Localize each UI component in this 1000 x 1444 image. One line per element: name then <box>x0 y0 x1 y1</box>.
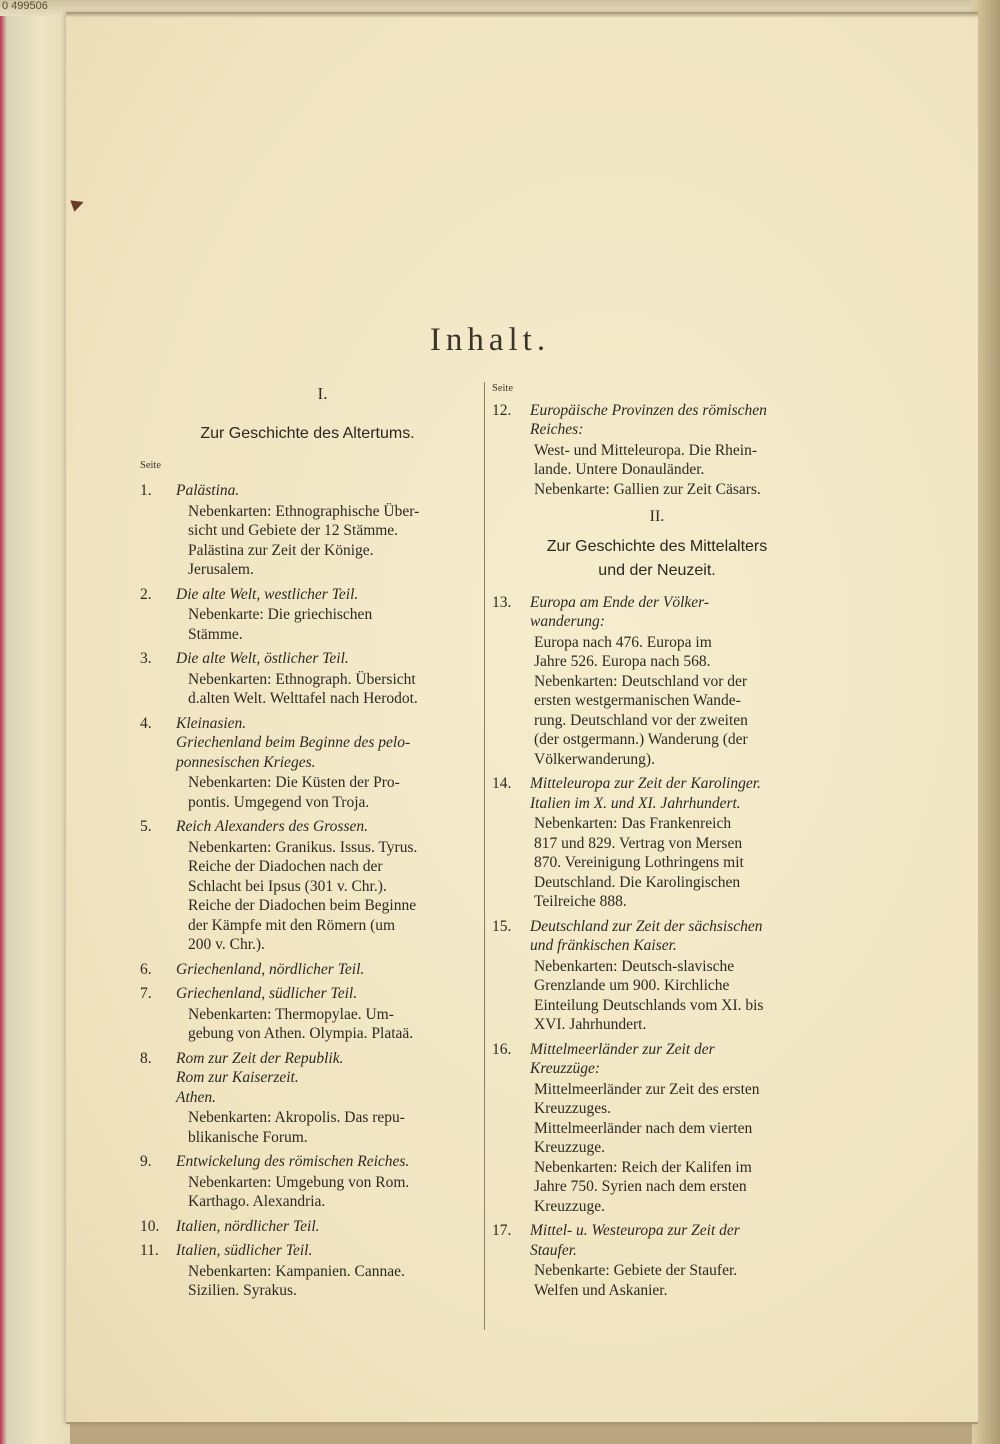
toc-entry-description <box>140 837 475 955</box>
toc-entry <box>140 984 475 1044</box>
description-line: Nebenkarte: Gebiete der Staufer. <box>534 1262 738 1279</box>
description-line: Europa nach 476. Europa im <box>534 633 712 651</box>
toc-entry-heading: Mitteleuropa zur Zeit der Karolinger. <box>530 775 761 792</box>
toc-entry-title <box>140 1152 475 1172</box>
toc-entry <box>492 917 822 1035</box>
toc-entry-heading: Mittel- u. Westeuropa zur Zeit der <box>530 1222 740 1239</box>
toc-entry <box>140 1152 475 1212</box>
description-line: Reiche der Diadochen nach der <box>188 858 383 875</box>
description-line: Schlacht bei Ipsus (301 v. Chr.). <box>188 877 387 895</box>
toc-entry-title <box>492 1221 822 1241</box>
description-line: Deutschland. Die Karolingischen <box>534 873 741 891</box>
description-line: Stämme. <box>188 625 243 643</box>
description-line: Mittelmeerländer nach dem vierten <box>534 1119 753 1137</box>
toc-entry-title <box>492 401 822 421</box>
toc-entry-title <box>140 649 475 669</box>
description-line: Sizilien. Syrakus. <box>188 1282 297 1299</box>
toc-entry <box>140 714 475 813</box>
toc-entry-number: 10. <box>140 1217 160 1235</box>
toc-entry-subtitle: Kreuzzüge: <box>530 1060 601 1077</box>
description-line: Jahre 750. Syrien nach dem ersten <box>534 1178 747 1195</box>
description-line: Nebenkarten: Deutschland vor der <box>534 672 748 690</box>
toc-entry-subtitle: Athen. <box>176 1088 217 1106</box>
toc-entry-number: 1. <box>140 482 152 499</box>
description-line: Nebenkarten: Thermopylae. Um- <box>188 1005 394 1023</box>
description-line: pontis. Umgegend von Troja. <box>188 793 370 811</box>
description-line: rung. Deutschland vor der zweiten <box>534 711 748 729</box>
description-line: Nebenkarten: Akropolis. Das repu- <box>188 1109 405 1126</box>
toc-entry-heading: Entwickelung des römischen Reiches. <box>176 1153 410 1170</box>
toc-entry-title <box>140 585 475 605</box>
description-line: (der ostgermann.) Wanderung (der <box>534 731 748 748</box>
toc-entry <box>140 585 475 645</box>
toc-entry-description <box>140 1107 475 1147</box>
toc-entry-description <box>140 1004 475 1044</box>
toc-entry-number: 11. <box>140 1242 159 1259</box>
description-line: Nebenkarten: Das Frankenreich <box>534 815 732 832</box>
toc-entry <box>140 481 475 580</box>
book-binding <box>0 0 70 1444</box>
toc-entry-description <box>140 501 475 580</box>
description-line: Teilreiche 888. <box>534 893 627 910</box>
description-line: gebung von Athen. Olympia. Plataä. <box>188 1025 414 1042</box>
toc-entry-number: 7. <box>140 985 152 1002</box>
toc-entry-title <box>492 1040 822 1060</box>
toc-entry-description <box>140 669 475 709</box>
toc-entry <box>140 1049 475 1148</box>
toc-entry <box>140 960 475 980</box>
description-line: lande. Untere Donauländer. <box>534 461 705 478</box>
description-line: Jahre 526. Europa nach 568. <box>534 653 711 670</box>
description-line: Nebenkarten: Granikus. Issus. Tyrus. <box>188 838 418 856</box>
description-line: West- und Mitteleuropa. Die Rhein- <box>534 441 758 459</box>
toc-entry-subtitle: Reiches: <box>530 421 584 438</box>
toc-entry-subtitle: und fränkischen Kaiser. <box>530 937 677 954</box>
part-numeral: I. <box>317 384 328 403</box>
toc-entry-description <box>492 1260 822 1300</box>
description-line: 870. Vereinigung Lothringens mit <box>534 854 744 871</box>
toc-entry-heading: Palästina. <box>176 482 240 499</box>
toc-entry-number: 5. <box>140 818 152 835</box>
description-line: Nebenkarten: Ethnograph. Übersicht <box>188 670 416 688</box>
toc-entry-number: 17. <box>492 1222 512 1239</box>
toc-entry-number: 14. <box>492 775 512 792</box>
description-line: Nebenkarte: Die griechischen <box>188 606 373 623</box>
toc-entry-number: 15. <box>492 917 512 935</box>
seite-label: Seite <box>140 459 161 471</box>
toc-entry-number: 9. <box>140 1153 152 1170</box>
toc-entry <box>140 1217 475 1237</box>
toc-entry-title <box>140 481 475 501</box>
toc-entry-title <box>140 1049 475 1069</box>
right-column <box>492 380 822 1305</box>
toc-list <box>492 593 822 1301</box>
toc-entry-title <box>492 917 822 937</box>
description-line: Kreuzzuges. <box>534 1100 612 1117</box>
toc-entry-title <box>140 817 475 837</box>
description-line: 200 v. Chr.). <box>188 936 265 953</box>
description-line: Kreuzzuge. <box>534 1139 605 1156</box>
toc-list <box>492 401 822 500</box>
toc-entry-number: 6. <box>140 960 152 978</box>
toc-entry <box>492 1040 822 1217</box>
toc-entry-title <box>140 714 475 734</box>
description-line: Grenzlande um 900. Kirchliche <box>534 977 730 994</box>
toc-entry-description <box>140 1261 475 1301</box>
description-line: Nebenkarten: Kampanien. Cannae. <box>188 1262 405 1280</box>
toc-entry <box>140 1241 475 1301</box>
toc-entry-heading: Griechenland, nördlicher Teil. <box>176 960 365 978</box>
description-line: Reiche der Diadochen beim Beginne <box>188 897 417 914</box>
description-line: Völkerwanderung). <box>534 750 655 768</box>
description-line: Jerusalem. <box>188 561 254 578</box>
toc-entry-description <box>140 604 475 644</box>
toc-entry-heading: Mittelmeerländer zur Zeit der <box>530 1040 715 1058</box>
description-line: Nebenkarte: Gallien zur Zeit Cäsars. <box>534 480 761 498</box>
section-heading-line: und der Neuzeit. <box>598 561 716 579</box>
toc-entry-subtitle: Griechenland beim Beginne des pelo- <box>176 734 411 751</box>
toc-entry <box>140 817 475 955</box>
toc-entry-title <box>140 1217 475 1237</box>
description-line: Einteilung Deutschlands vom XI. bis <box>534 996 764 1014</box>
toc-entry-heading: Italien, südlicher Teil. <box>176 1242 313 1259</box>
toc-entry <box>492 774 822 912</box>
description-line: Nebenkarten: Reich der Kalifen im <box>534 1158 752 1176</box>
toc-entry-description <box>492 813 822 912</box>
toc-entry-subtitle: Staufer. <box>530 1241 577 1259</box>
section-heading <box>492 535 822 583</box>
description-line: Nebenkarten: Deutsch-slavische <box>534 957 735 975</box>
toc-entry-description <box>492 632 822 770</box>
description-line: Nebenkarten: Die Küsten der Pro- <box>188 774 400 791</box>
description-line: XVI. Jahrhundert. <box>534 1016 647 1033</box>
description-line: der Kämpfe mit den Römern (um <box>188 916 396 934</box>
toc-entry-title <box>492 774 822 794</box>
toc-entry-description <box>492 440 822 500</box>
toc-entry-number: 2. <box>140 585 152 603</box>
toc-entry-heading: Europäische Provinzen des römischen <box>530 401 767 419</box>
description-line: Nebenkarten: Ethnographische Über- <box>188 502 420 520</box>
toc-entry-subtitle: ponnesischen Krieges. <box>176 753 316 771</box>
seite-label: Seite <box>492 383 513 394</box>
page-curl <box>66 12 978 18</box>
description-line: d.alten Welt. Welttafel nach Herodot. <box>188 690 418 707</box>
description-line: ersten westgermanischen Wande- <box>534 692 741 709</box>
toc-entry-heading: Kleinasien. <box>176 714 247 732</box>
toc-entry-subtitle: Italien im X. und XI. Jahrhundert. <box>530 794 741 812</box>
column-divider <box>484 382 485 1330</box>
toc-entry <box>492 593 822 770</box>
toc-entry-heading: Europa am Ende der Völker- <box>530 593 710 611</box>
toc-entry-heading: Reich Alexanders des Grossen. <box>176 818 368 835</box>
toc-entry-title <box>492 593 822 613</box>
toc-entry-heading: Rom zur Zeit der Republik. <box>176 1049 344 1067</box>
toc-entry-subtitle: Rom zur Kaiserzeit. <box>176 1069 299 1086</box>
toc-entry-title <box>140 960 475 980</box>
section-heading-line: Zur Geschichte des Mittelalters <box>546 537 768 555</box>
toc-entry-subtitle: wanderung: <box>530 613 605 630</box>
toc-entry-title <box>140 984 475 1004</box>
toc-list <box>140 481 475 1301</box>
description-line: sicht und Gebiete der 12 Stämme. <box>188 522 399 539</box>
description-line: Karthago. Alexandria. <box>188 1193 326 1210</box>
toc-entry-heading: Griechenland, südlicher Teil. <box>176 985 358 1002</box>
toc-entry-heading: Italien, nördlicher Teil. <box>176 1217 320 1235</box>
toc-entry-description <box>140 772 475 812</box>
toc-entry-heading: Die alte Welt, westlicher Teil. <box>176 585 359 603</box>
toc-entry-description <box>492 956 822 1035</box>
toc-entry-description <box>140 1172 475 1212</box>
page-title: Inhalt. <box>429 322 551 358</box>
toc-entry-title <box>140 1241 475 1261</box>
part-numeral: II. <box>649 508 665 525</box>
toc-entry-number: 3. <box>140 650 152 667</box>
description-line: Kreuzzuge. <box>534 1197 605 1215</box>
toc-entry <box>492 1221 822 1300</box>
toc-entry <box>492 401 822 500</box>
toc-entry-number: 4. <box>140 714 152 732</box>
description-line: Palästina zur Zeit der Könige. <box>188 541 374 559</box>
description-line: Nebenkarten: Umgebung von Rom. <box>188 1173 410 1191</box>
description-line: Mittelmeerländer zur Zeit des ersten <box>534 1080 760 1098</box>
description-line: 817 und 829. Vertrag von Mersen <box>534 834 743 852</box>
toc-entry-heading: Die alte Welt, östlicher Teil. <box>176 650 349 667</box>
toc-entry-number: 12. <box>492 401 512 419</box>
toc-entry-description <box>492 1079 822 1217</box>
description-line: Welfen und Askanier. <box>534 1281 668 1299</box>
section-heading: Zur Geschichte des Altertums. <box>200 424 415 442</box>
description-line: blikanische Forum. <box>188 1128 308 1146</box>
left-column <box>140 380 475 1306</box>
archive-number: 0 499506 <box>2 0 48 12</box>
toc-entry-heading: Deutschland zur Zeit der sächsischen <box>530 917 763 935</box>
toc-entry-number: 16. <box>492 1040 512 1058</box>
toc-entry <box>140 649 475 709</box>
toc-entry-number: 8. <box>140 1049 152 1067</box>
toc-entry-number: 13. <box>492 593 512 611</box>
